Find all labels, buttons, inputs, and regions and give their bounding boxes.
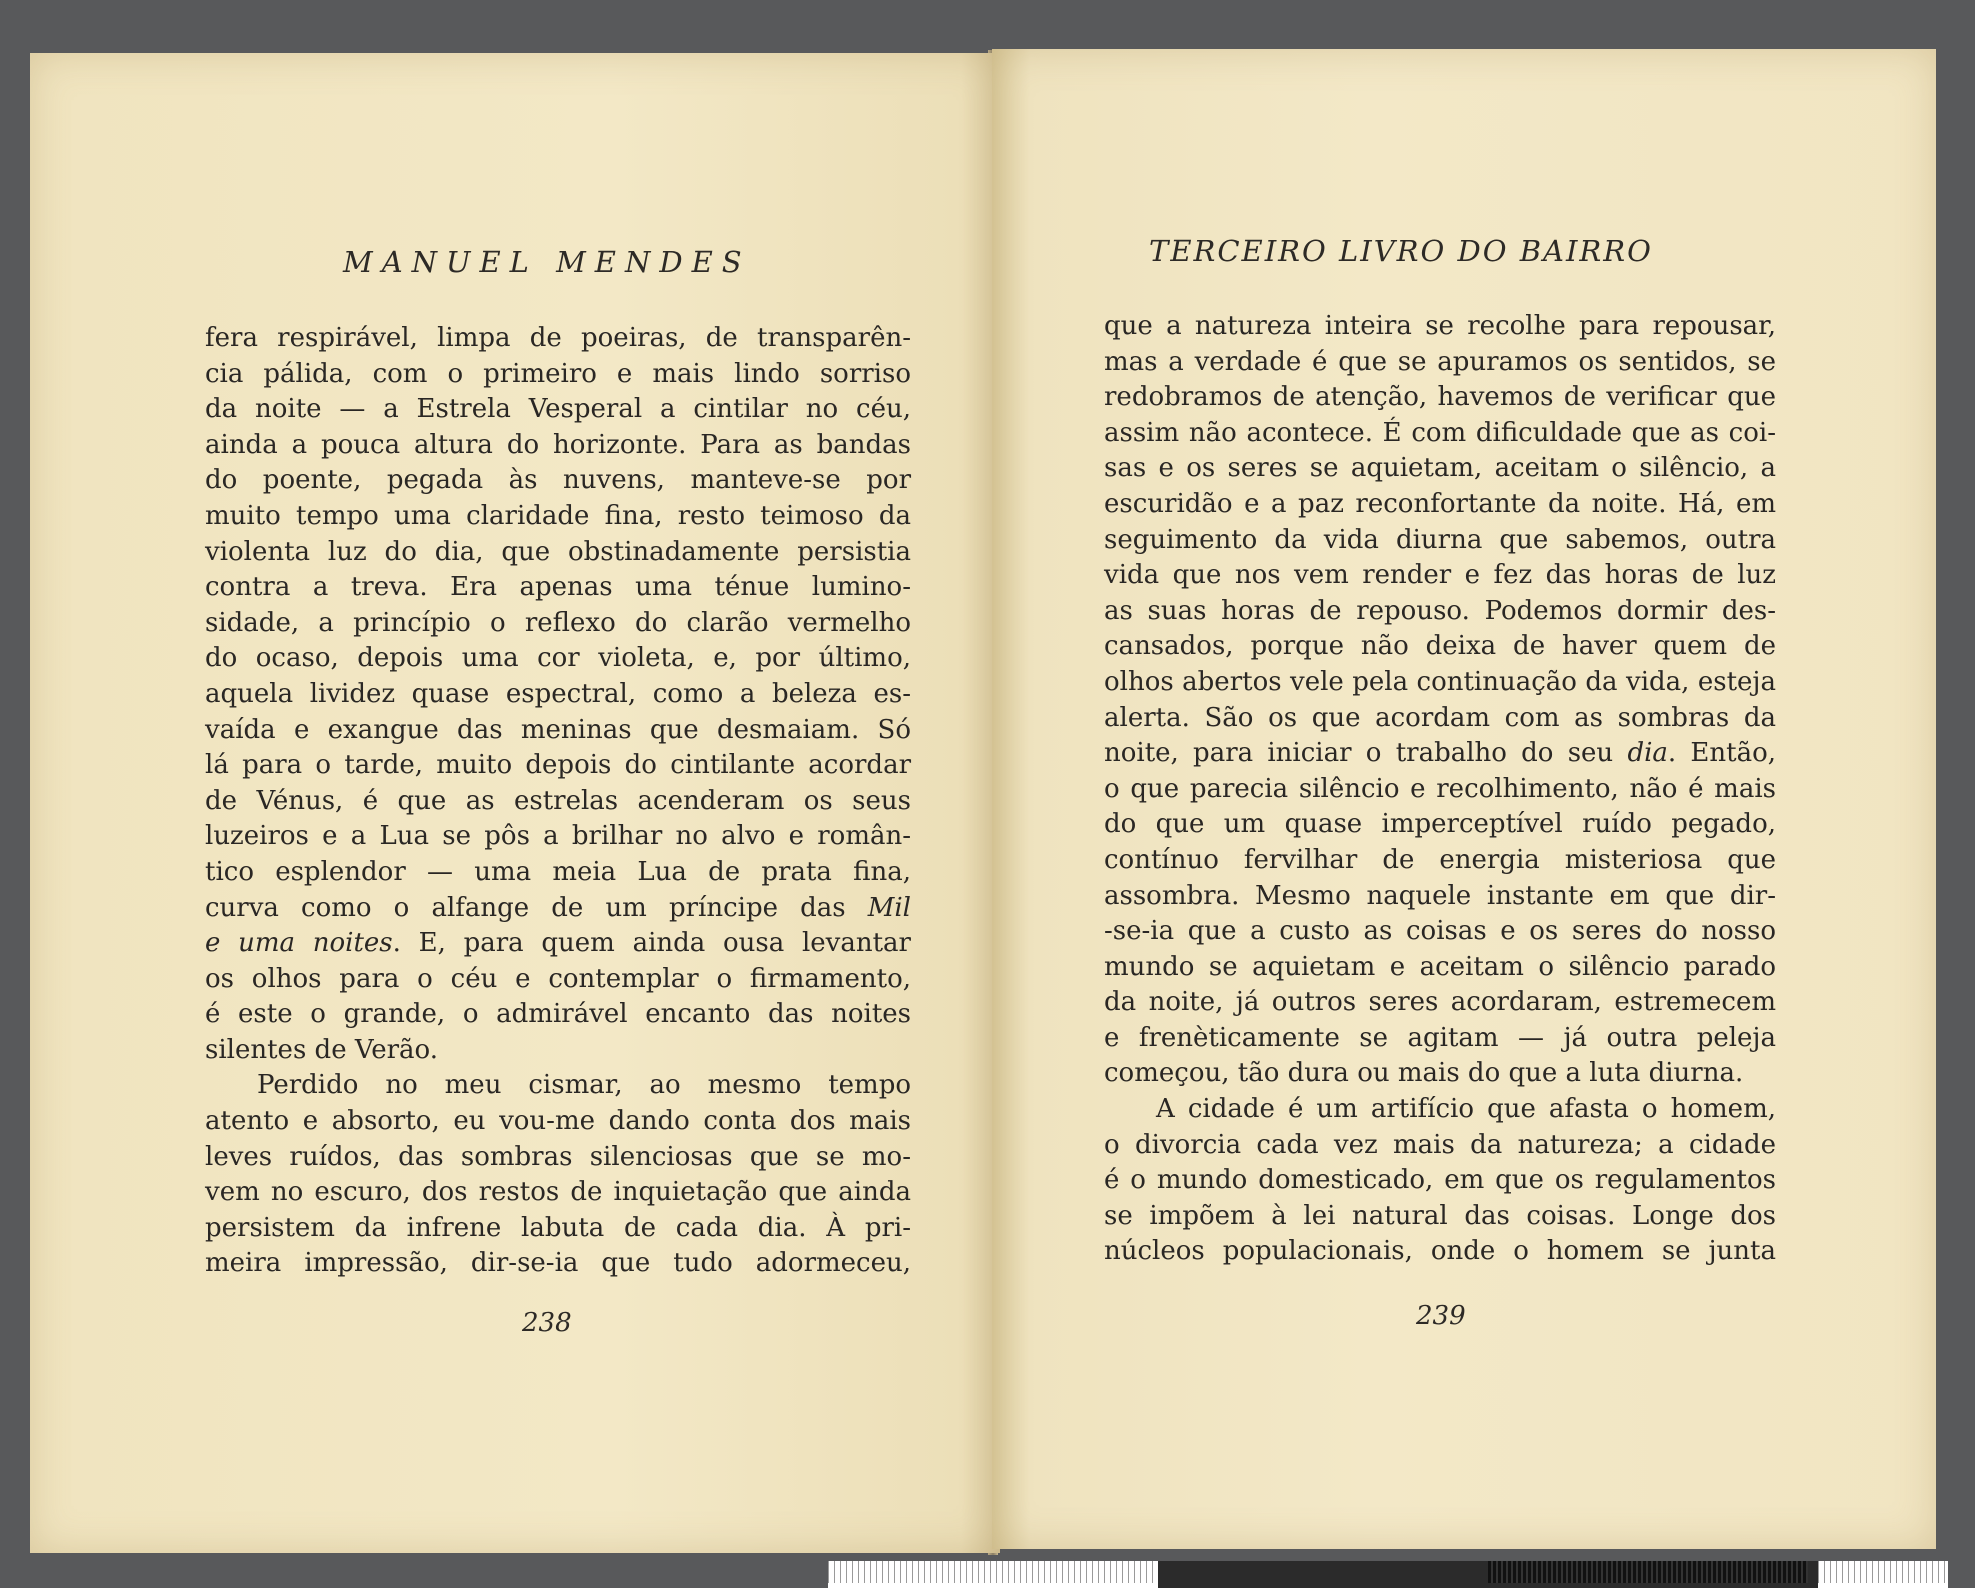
text-line: de Vénus, é que as estrelas acenderam os seus bbox=[205, 785, 911, 816]
text-line: sas e os seres se aquietam, aceitam o silêncio, a bbox=[1104, 453, 1776, 484]
page-number-right: 239 bbox=[1416, 1301, 1466, 1331]
text-line: e frenèticamente se agitam — já outra peleja bbox=[1104, 1022, 1776, 1053]
text-line: assombra. Mesmo naquele instante em que dir- bbox=[1104, 880, 1776, 911]
italic-title-phrase: e uma noites bbox=[205, 928, 393, 959]
ruler-dark-ticks bbox=[1488, 1561, 1808, 1583]
right-page-body bbox=[1104, 309, 1776, 1270]
text-line: luzeiros e a Lua se pôs a brilhar no alvo e român- bbox=[205, 821, 911, 852]
text-line: meira impressão, dir-se-ia que tudo adormeceu, bbox=[205, 1248, 911, 1279]
text-line: mundo se aquietam e aceitam o silêncio parado bbox=[1104, 951, 1776, 982]
page-number-left: 238 bbox=[522, 1308, 572, 1338]
text-line: cansados, porque não deixa de haver quem de bbox=[1104, 631, 1776, 662]
text-line: mas a verdade é que se apuramos os sentidos, se bbox=[1104, 346, 1776, 377]
text-line: vida que nos vem render e fez das horas de luz bbox=[1104, 560, 1776, 591]
text-line: contra a treva. Era apenas uma ténue lumino- bbox=[205, 572, 911, 603]
text-line: atento e absorto, eu vou-me dando conta dos mais bbox=[205, 1106, 911, 1137]
ruler-ticks bbox=[1818, 1561, 1948, 1583]
ruler-ticks bbox=[828, 1561, 1158, 1583]
text-line: redobramos de atenção, havemos de verificar que bbox=[1104, 382, 1776, 413]
text-line: sidade, a princípio o reflexo do clarão vermelho bbox=[205, 607, 911, 638]
text-line: começou, tão dura ou mais do que a luta diurna. bbox=[1104, 1058, 1744, 1089]
text-line: silentes de Verão. bbox=[205, 1034, 439, 1065]
text-line: seguimento da vida diurna que sabemos, outra bbox=[1104, 524, 1776, 555]
text-line: leves ruídos, das sombras silenciosas que se mo- bbox=[205, 1141, 911, 1172]
text-line: os olhos para o céu e contemplar o firmamento, bbox=[205, 963, 911, 994]
italic-word: dia bbox=[1627, 738, 1668, 769]
text-line: da noite, já outros seres acordaram, estremecem bbox=[1104, 987, 1776, 1018]
text-line: ainda a pouca altura do horizonte. Para as bandas bbox=[205, 429, 911, 460]
text-line: fera respirável, limpa de poeiras, de transparên- bbox=[205, 323, 911, 353]
text-line: violenta luz do dia, que obstinadamente persistia bbox=[205, 536, 911, 567]
text-line: tico esplendor — uma meia Lua de prata fina, bbox=[205, 856, 911, 887]
left-page-body bbox=[205, 321, 911, 1282]
text-line: -se-ia que a custo as coisas e os seres do nosso bbox=[1104, 916, 1776, 947]
text-line: contínuo fervilhar de energia misteriosa que bbox=[1104, 844, 1776, 875]
text-line: do poente, pegada às nuvens, manteve-se por bbox=[205, 465, 911, 496]
text-line-with-italic bbox=[205, 891, 911, 927]
text-line: do que um quase imperceptível ruído pegado, bbox=[1104, 809, 1776, 840]
text-segment: noite, para iniciar o trabalho do seu bbox=[1104, 738, 1614, 769]
text-line: persistem da infrene labuta de cada dia. À pri- bbox=[205, 1212, 911, 1243]
right-page bbox=[992, 49, 1936, 1549]
text-line: lá para o tarde, muito depois do cintilante acordar bbox=[205, 750, 911, 781]
text-line: núcleos populacionais, onde o homem se junta bbox=[1104, 1236, 1776, 1267]
text-segment: . E, para quem ainda ousa levantar bbox=[392, 928, 911, 959]
text-line: A cidade é um artifício que afasta o homem, bbox=[1156, 1094, 1776, 1125]
text-line: o divorcia cada vez mais da natureza; a cidade bbox=[1104, 1129, 1776, 1160]
text-line: do ocaso, depois uma cor violeta, e, por último, bbox=[205, 643, 911, 674]
text-line: o que parecia silêncio e recolhimento, não é mais bbox=[1104, 773, 1776, 804]
text-line: as suas horas de repouso. Podemos dormir des- bbox=[1104, 595, 1776, 626]
text-line: é o mundo domesticado, em que os regulamentos bbox=[1104, 1165, 1776, 1196]
text-line: aquela lividez quase espectral, como a beleza es- bbox=[205, 678, 911, 709]
running-head-title: TERCEIRO LIVRO DO BAIRRO bbox=[1149, 234, 1653, 268]
scan-calibration-ruler bbox=[828, 1561, 1948, 1588]
text-line: é este o grande, o admirável encanto das noites bbox=[205, 999, 911, 1030]
text-line: assim não acontece. É com dificuldade que as coi- bbox=[1104, 417, 1776, 448]
text-line-with-italic bbox=[1104, 736, 1776, 772]
text-line-with-italic bbox=[205, 926, 911, 962]
running-head-author: MANUEL MENDES bbox=[343, 245, 751, 279]
text-line: muito tempo uma claridade fina, resto teimoso da bbox=[205, 500, 911, 531]
text-line: que a natureza inteira se recolhe para repousar, bbox=[1104, 311, 1776, 341]
text-line: alerta. São os que acordam com as sombras da bbox=[1104, 702, 1776, 733]
italic-title-word: Mil bbox=[867, 892, 911, 923]
text-line: olhos abertos vele pela continuação da vida, esteja bbox=[1104, 666, 1776, 697]
left-page bbox=[30, 53, 1000, 1553]
text-line: escuridão e a paz reconfortante da noite. Há, em bbox=[1104, 488, 1776, 519]
text-line: Perdido no meu cismar, ao mesmo tempo bbox=[257, 1070, 911, 1101]
text-segment: . Então, bbox=[1667, 738, 1777, 769]
text-line: vem no escuro, dos restos de inquietação que ainda bbox=[205, 1177, 911, 1208]
text-line: vaída e exangue das meninas que desmaiam. Só bbox=[205, 714, 911, 745]
text-line: se impõem à lei natural das coisas. Longe dos bbox=[1104, 1200, 1776, 1231]
text-segment: curva como o alfange de um príncipe das bbox=[205, 892, 846, 923]
text-line: da noite — a Estrela Vesperal a cintilar no céu, bbox=[205, 394, 911, 425]
text-line: cia pálida, com o primeiro e mais lindo sorriso bbox=[205, 358, 911, 389]
